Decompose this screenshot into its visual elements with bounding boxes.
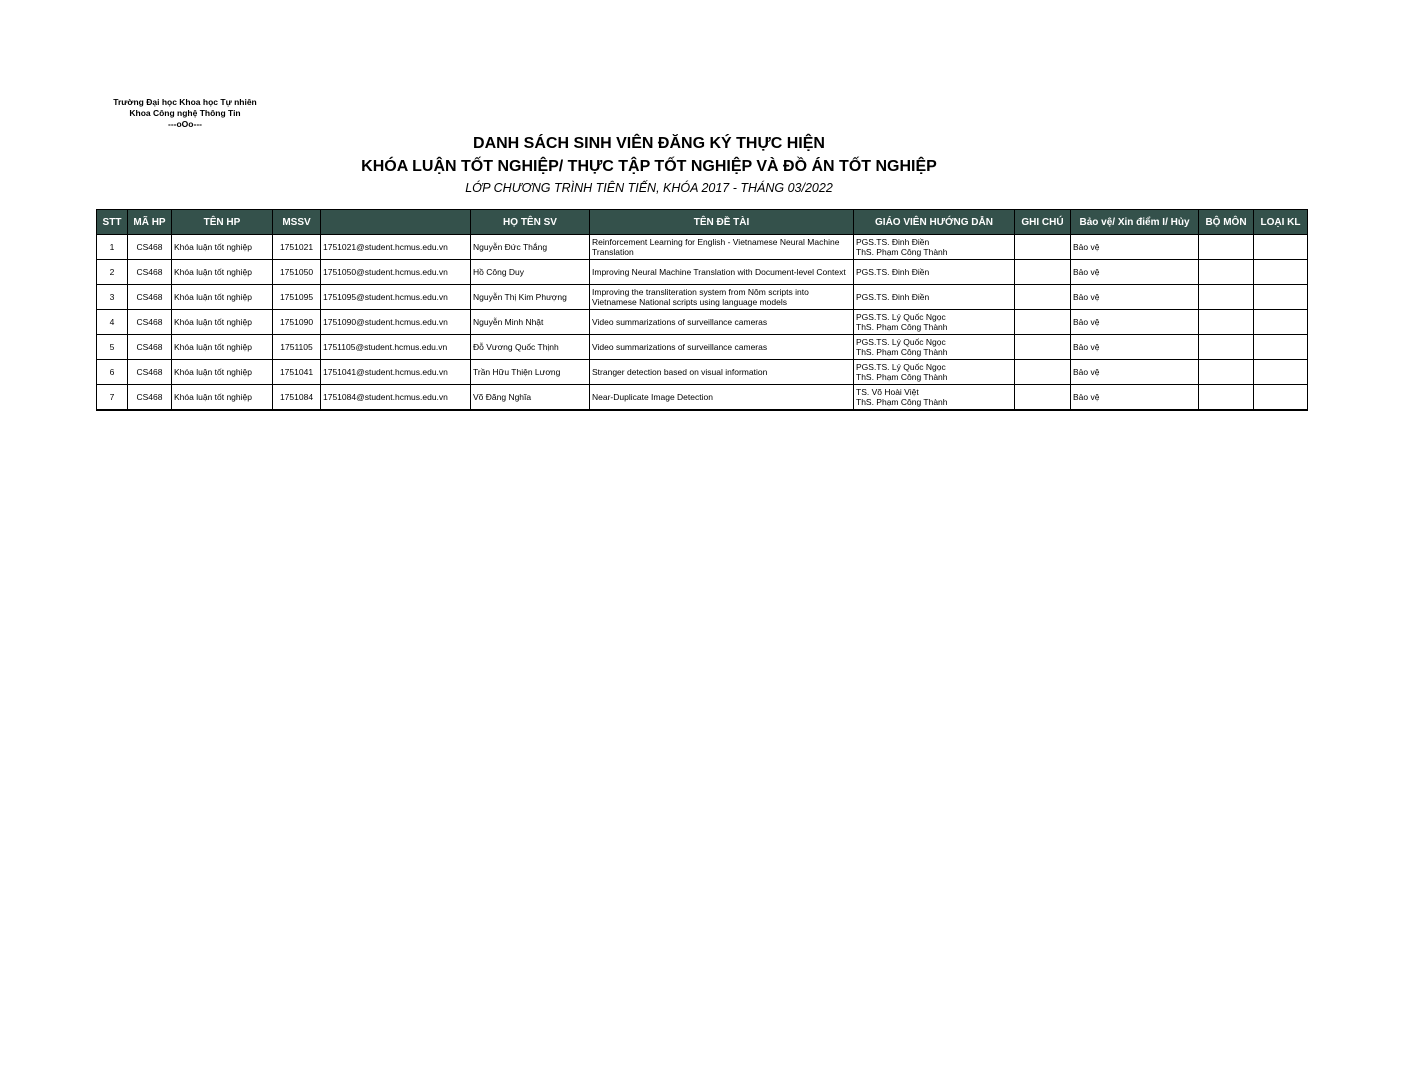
document-titles (0, 132, 1298, 197)
cell-bo-mon (1199, 310, 1254, 335)
cell-loai-kl (1254, 335, 1308, 360)
cell-bao-ve: Bảo vệ (1071, 310, 1199, 335)
advisor-primary: PGS.TS. Lý Quốc Ngọc (856, 312, 946, 322)
table-row (97, 310, 1308, 335)
col-header-bo-mon: BỘ MÔN (1199, 210, 1254, 235)
cell-loai-kl (1254, 310, 1308, 335)
cell-bo-mon (1199, 260, 1254, 285)
cell-bo-mon (1199, 285, 1254, 310)
cell-email: 1751041@student.hcmus.edu.vn (321, 360, 471, 385)
cell-bao-ve: Bảo vệ (1071, 385, 1199, 411)
advisor-secondary: ThS. Phạm Công Thành (856, 247, 948, 257)
cell-stt: 6 (97, 360, 128, 385)
col-header-loai-kl: LOẠI KL (1254, 210, 1308, 235)
advisor-primary: PGS.TS. Đinh Điền (856, 267, 930, 277)
cell-email: 1751021@student.hcmus.edu.vn (321, 235, 471, 260)
cell-mssv: 1751050 (273, 260, 321, 285)
col-header-gvhd: GIÁO VIÊN HƯỚNG DẪN (854, 210, 1015, 235)
cell-email: 1751090@student.hcmus.edu.vn (321, 310, 471, 335)
cell-mssv: 1751105 (273, 335, 321, 360)
col-header-stt: STT (97, 210, 128, 235)
cell-mssv: 1751021 (273, 235, 321, 260)
cell-ho-ten: Đỗ Vương Quốc Thịnh (471, 335, 590, 360)
cell-de-tai: Improving Neural Machine Translation with Document-level Context (590, 260, 854, 285)
cell-gvhd (854, 310, 1015, 335)
cell-email: 1751095@student.hcmus.edu.vn (321, 285, 471, 310)
cell-ten-hp: Khóa luận tốt nghiệp (172, 260, 273, 285)
cell-de-tai: Video summarizations of surveillance cameras (590, 310, 854, 335)
cell-ten-hp: Khóa luận tốt nghiệp (172, 335, 273, 360)
table-header-row (97, 210, 1308, 235)
cell-mssv: 1751084 (273, 385, 321, 411)
col-header-bao-ve: Bảo vệ/ Xin điểm I/ Hủy (1071, 210, 1199, 235)
cell-stt: 1 (97, 235, 128, 260)
cell-stt: 5 (97, 335, 128, 360)
advisor-secondary: ThS. Phạm Công Thành (856, 372, 948, 382)
cell-mssv: 1751041 (273, 360, 321, 385)
cell-ghi-chu (1015, 360, 1071, 385)
cell-ho-ten: Nguyễn Minh Nhật (471, 310, 590, 335)
cell-bo-mon (1199, 360, 1254, 385)
advisor-secondary: ThS. Phạm Công Thành (856, 322, 948, 332)
cell-ten-hp: Khóa luận tốt nghiệp (172, 385, 273, 411)
cell-loai-kl (1254, 235, 1308, 260)
advisor-primary: PGS.TS. Lý Quốc Ngọc (856, 337, 946, 347)
institution-header (92, 97, 278, 130)
faculty-name: Khoa Công nghệ Thông Tin (129, 108, 241, 118)
advisor-primary: PGS.TS. Đinh Điền (856, 292, 930, 302)
cell-bao-ve: Bảo vệ (1071, 285, 1199, 310)
cell-ma-hp: CS468 (128, 335, 172, 360)
header-ornament: ---oOo--- (168, 119, 202, 129)
cell-gvhd (854, 235, 1015, 260)
advisor-secondary: ThS. Phạm Công Thành (856, 397, 948, 407)
cell-ten-hp: Khóa luận tốt nghiệp (172, 235, 273, 260)
col-header-ghi-chu: GHI CHÚ (1015, 210, 1071, 235)
cell-bao-ve: Bảo vệ (1071, 235, 1199, 260)
cell-gvhd (854, 285, 1015, 310)
cell-bo-mon (1199, 385, 1254, 411)
cell-ho-ten: Hồ Công Duy (471, 260, 590, 285)
cell-loai-kl (1254, 385, 1308, 411)
cell-loai-kl (1254, 260, 1308, 285)
advisor-primary: PGS.TS. Lý Quốc Ngọc (856, 362, 946, 372)
cell-stt: 2 (97, 260, 128, 285)
cell-bao-ve: Bảo vệ (1071, 335, 1199, 360)
title-line-2: KHÓA LUẬN TỐT NGHIỆP/ THỰC TẬP TỐT NGHIỆP VÀ ĐỒ ÁN TỐT NGHIỆP (361, 158, 937, 175)
cell-gvhd (854, 335, 1015, 360)
cell-ma-hp: CS468 (128, 360, 172, 385)
col-header-email (321, 210, 471, 235)
cell-gvhd (854, 360, 1015, 385)
table-row (97, 235, 1308, 260)
cell-ho-ten: Nguyễn Thị Kim Phượng (471, 285, 590, 310)
cell-ten-hp: Khóa luận tốt nghiệp (172, 285, 273, 310)
cell-email: 1751105@student.hcmus.edu.vn (321, 335, 471, 360)
cell-de-tai: Video summarizations of surveillance cameras (590, 335, 854, 360)
cell-stt: 3 (97, 285, 128, 310)
cell-stt: 7 (97, 385, 128, 411)
col-header-ten-hp: TÊN HP (172, 210, 273, 235)
cell-mssv: 1751090 (273, 310, 321, 335)
cell-ma-hp: CS468 (128, 235, 172, 260)
cell-ten-hp: Khóa luận tốt nghiệp (172, 360, 273, 385)
cell-ma-hp: CS468 (128, 385, 172, 411)
cell-bao-ve: Bảo vệ (1071, 360, 1199, 385)
cell-ho-ten: Võ Đăng Nghĩa (471, 385, 590, 411)
cell-email: 1751050@student.hcmus.edu.vn (321, 260, 471, 285)
cell-ghi-chu (1015, 310, 1071, 335)
cell-ghi-chu (1015, 285, 1071, 310)
col-header-ho-ten-sv: HỌ TÊN SV (471, 210, 590, 235)
table-row (97, 260, 1308, 285)
cell-de-tai: Reinforcement Learning for English - Vietnamese Neural Machine Translation (590, 235, 854, 260)
cell-bao-ve: Bảo vệ (1071, 260, 1199, 285)
table-row (97, 385, 1308, 411)
cell-bo-mon (1199, 235, 1254, 260)
cell-ho-ten: Nguyễn Đức Thắng (471, 235, 590, 260)
col-header-ten-de-tai: TÊN ĐỀ TÀI (590, 210, 854, 235)
table-row (97, 285, 1308, 310)
title-subtitle: LỚP CHƯƠNG TRÌNH TIÊN TIẾN, KHÓA 2017 - THÁNG 03/2022 (465, 181, 833, 195)
cell-ma-hp: CS468 (128, 260, 172, 285)
col-header-ma-hp: MÃ HP (128, 210, 172, 235)
student-registration-table (96, 209, 1308, 411)
advisor-primary: PGS.TS. Đinh Điền (856, 237, 930, 247)
table-row (97, 360, 1308, 385)
advisor-secondary: ThS. Phạm Công Thành (856, 347, 948, 357)
cell-loai-kl (1254, 360, 1308, 385)
cell-bo-mon (1199, 335, 1254, 360)
cell-ghi-chu (1015, 260, 1071, 285)
cell-stt: 4 (97, 310, 128, 335)
table-row (97, 335, 1308, 360)
cell-gvhd (854, 385, 1015, 411)
cell-de-tai: Stranger detection based on visual information (590, 360, 854, 385)
cell-gvhd (854, 260, 1015, 285)
title-line-1: DANH SÁCH SINH VIÊN ĐĂNG KÝ THỰC HIỆN (473, 135, 825, 152)
cell-mssv: 1751095 (273, 285, 321, 310)
cell-ho-ten: Trần Hữu Thiện Lương (471, 360, 590, 385)
university-name: Trường Đại học Khoa học Tự nhiên (113, 97, 257, 107)
cell-ma-hp: CS468 (128, 310, 172, 335)
cell-ma-hp: CS468 (128, 285, 172, 310)
cell-ghi-chu (1015, 385, 1071, 411)
col-header-mssv: MSSV (273, 210, 321, 235)
cell-ten-hp: Khóa luận tốt nghiệp (172, 310, 273, 335)
cell-loai-kl (1254, 285, 1308, 310)
cell-de-tai: Near-Duplicate Image Detection (590, 385, 854, 411)
cell-email: 1751084@student.hcmus.edu.vn (321, 385, 471, 411)
cell-ghi-chu (1015, 235, 1071, 260)
advisor-primary: TS. Võ Hoài Việt (856, 387, 919, 397)
cell-de-tai: Improving the transliteration system from Nôm scripts into Vietnamese National scripts using language models (590, 285, 854, 310)
cell-ghi-chu (1015, 335, 1071, 360)
